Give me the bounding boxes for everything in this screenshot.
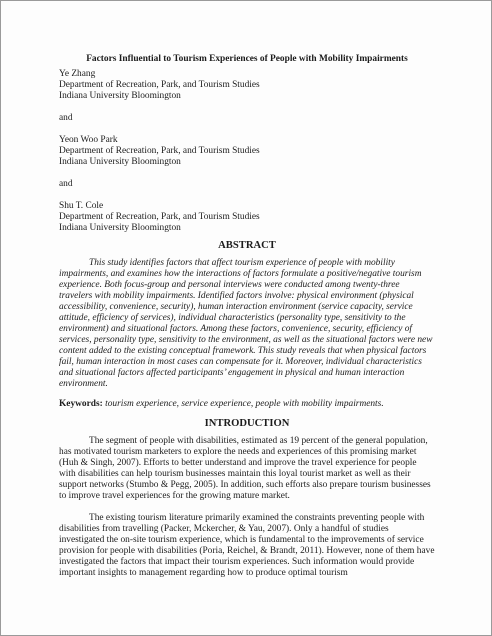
introduction-heading: INTRODUCTION: [204, 418, 290, 429]
abstract-heading: ABSTRACT: [218, 240, 276, 251]
keywords-line: [59, 399, 435, 410]
author-name: Ye Zhang: [59, 69, 96, 79]
paper-title: Factors Influential to Tourism Experiences of People with Mobility Impairments: [86, 54, 408, 64]
author-block-2: [59, 135, 435, 168]
keywords-label: Keywords:: [59, 399, 103, 409]
author-name: Yeon Woo Park: [59, 135, 118, 145]
author-block-1: [59, 69, 435, 102]
author-department: Department of Recreation, Park, and Tourism Studies: [59, 212, 260, 222]
page-content: [59, 53, 435, 590]
introduction-paragraph: The existing tourism literature primarily examined the constraints preventing people with disabilities from travelling (Packer, Mckercher, & Yau, 2007). Only a handful of studies investigated the on-site tourism experience, which is fundamental to the improvements of service provision for people with disabilities (Poria, Reichel, & Brandt, 2011). However, none of them have investigated the factors that impact their tourism experiences. Such information would provide important insights to management regarding how to produce optimal tourism: [59, 513, 435, 578]
author-institution: Indiana University Bloomington: [59, 157, 181, 167]
introduction-paragraph: The segment of people with disabilities, estimated as 19 percent of the general population, has motivated tourism marketers to explore the needs and experiences of this promising market (Huh & Singh, 2007). Efforts to better understand and improve the travel experience for people with disabilities can help tourism businesses maintain this loyal tourist market as well as their support networks (Stumbo & Pegg, 2005). In addition, such efforts also prepare tourism businesses to improve travel experiences for the growing mature market.: [59, 436, 431, 501]
author-department: Department of Recreation, Park, and Tourism Studies: [59, 146, 260, 156]
author-name: Shu T. Cole: [59, 201, 104, 211]
author-block-3: [59, 201, 435, 234]
author-separator: and: [59, 179, 73, 189]
author-department: Department of Recreation, Park, and Tourism Studies: [59, 80, 260, 90]
abstract-text: This study identifies factors that affect tourism experience of people with mobility impairments, and examines how the interactions of factors formulate a positive/negative tourism experience. Both focus-group and personal interviews were conducted among twenty-three travelers with mobility impairments. Identified factors involve: physical environment (physical accessibility, convenience, security), human interaction environment (service capacity, service attitude, efficiency of services), individual characteristics (personality type, sensitivity to the environment) and situational factors. Among these factors, convenience, security, efficiency of services, personality type, sensitivity to the environment, as well as the situational factors were new content added to the existing conceptual framework. This study reveals that when physical factors fail, human interaction in most cases can compensate for it. Moreover, individual characteristics and situational factors affected participants’ engagement in physical and human interaction environment.: [59, 258, 433, 389]
author-separator: and: [59, 113, 73, 123]
author-institution: Indiana University Bloomington: [59, 91, 181, 101]
author-institution: Indiana University Bloomington: [59, 223, 181, 233]
keywords-value: tourism experience, service experience, people with mobility impairments.: [105, 399, 384, 409]
